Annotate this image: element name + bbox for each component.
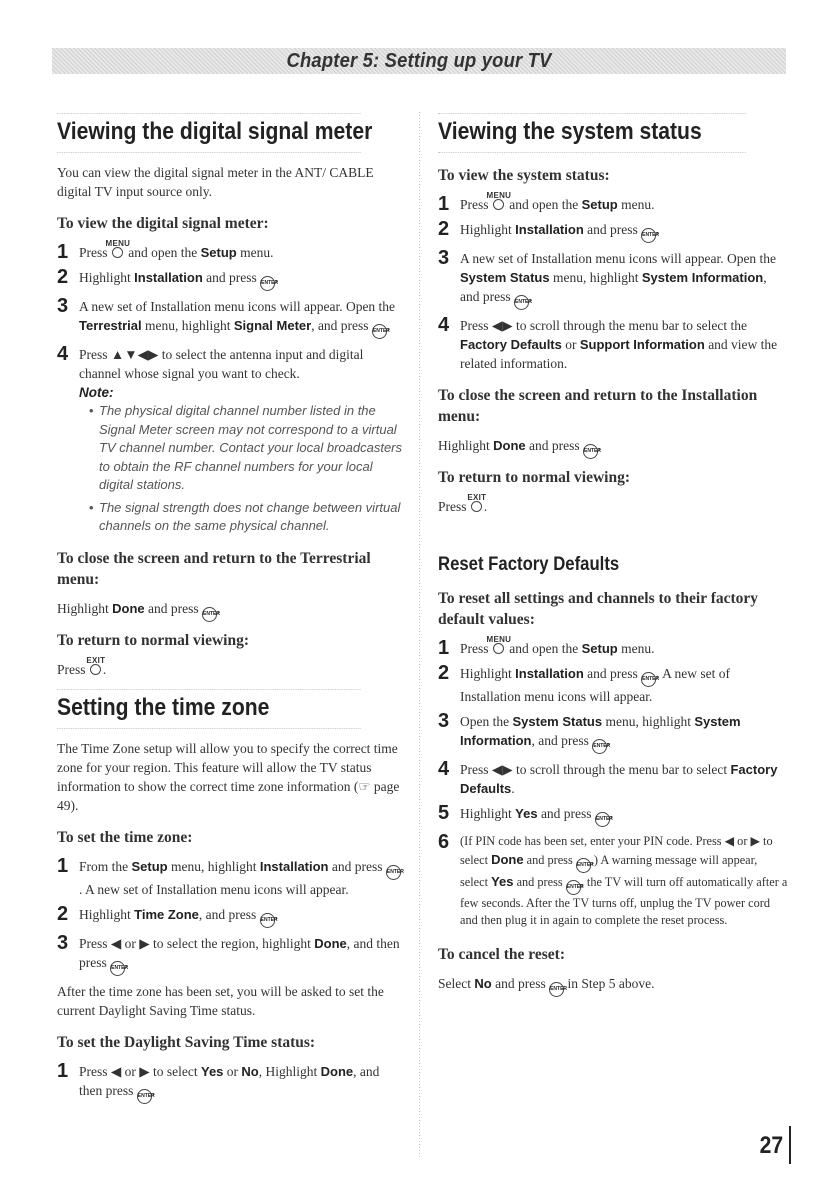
enter-button-icon: ENTER [260,276,275,291]
step-number: 3 [57,931,69,954]
step-text: Open the System Status menu, highlight System Information, and press ENTER. [460,712,788,754]
enter-button-icon: ENTER [576,858,591,873]
timezone-steps [57,854,404,976]
step-number: 6 [438,831,450,853]
enter-button-icon: ENTER [372,324,387,339]
menu-item-name: Setup [581,641,618,656]
meter-view-heading: To view the digital signal meter: [57,215,269,232]
menu-item-name: Done [112,600,145,616]
step-number: 1 [438,193,450,215]
step-text: Press MENU and open the Setup menu. [460,191,655,212]
step-item [57,854,404,899]
menu-item-name: Yes [201,1063,224,1079]
step-item [438,712,788,754]
step-item [438,664,788,706]
step-number: 4 [57,343,69,365]
menu-item-name: Setup [581,197,618,212]
step-text: Highlight Installation and press ENTER. A new set of Installation menu icons will appear. [460,666,731,704]
timezone-section-title: Setting the time zone [57,689,361,729]
step-item [438,191,788,215]
exit-button-icon: EXIT [89,660,103,679]
meter-intro: You can view the digital signal meter in the ANT/ CABLE digital TV input source only. [57,165,374,199]
menu-item-name: Terrestrial [79,318,142,333]
step-item [57,268,402,291]
menu-button-icon: MENU [492,195,506,214]
menu-item-name: Setup [131,858,168,874]
step-text: Press ◀ or ▶ to select Yes or No, Highlight Done, and then press ENTER. [79,1062,402,1104]
status-close-heading: To close the screen and return to the Installation menu: [438,387,758,425]
enter-button-icon: ENTER [137,1089,152,1104]
cancel-text: Select No and press ENTER in Step 5 above. [438,974,788,997]
dst-heading: To set the Daylight Saving Time status: [57,1033,316,1051]
menu-item-name: Installation [515,222,584,237]
step-item [438,220,788,243]
status-view-heading: To view the system status: [438,167,610,184]
enter-button-icon: ENTER [641,228,656,243]
step-item [57,931,402,976]
enter-button-icon: ENTER [566,880,581,895]
chapter-banner [52,48,786,74]
reset-section-title: Reset Factory Defaults [438,554,620,575]
menu-button-icon: MENU [111,243,125,262]
status-return-text: Press EXIT . [438,493,488,514]
step-text: Highlight Installation and press ENTER. [79,268,279,291]
step-item [57,345,402,383]
chapter-title: Chapter 5: Setting up your TV [286,49,552,72]
step-text: Press ◀ or ▶ to select the region, highlight Done, and then press ENTER. [79,934,402,976]
cancel-heading: To cancel the reset: [438,945,565,963]
enter-button-icon: ENTER [386,865,401,880]
menu-item-name: Signal Meter [233,318,312,333]
step-text: A new set of Installation menu icons will appear. Open the Terrestrial menu, highlight Signal Meter, and press ENTER. [79,297,402,339]
left-column [57,113,402,1104]
menu-item-name: Installation [515,666,584,681]
menu-item-name: Setup [200,245,237,260]
menu-item-name: Done [314,935,347,951]
menu-item-name: Done [493,438,526,453]
step-number: 2 [438,662,450,684]
enter-button-icon: ENTER [583,444,598,459]
step-item [438,804,788,827]
step-text: (If PIN code has been set, enter your PIN code. Press ◀ or ▶ to select Done and press ENTER.) A warning message will appear, select Yes and press ENTER, the TV will turn off automatically after a few seconds. After the TV turns off, unplug the TV power cord and then plug it in again to complete the reset process. [460,834,788,927]
menu-item-name: System Information [641,270,764,285]
note-list [79,402,402,536]
step-text: Press MENU and open the Setup menu. [79,239,274,260]
status-section-title: Viewing the system status [438,113,746,153]
menu-item-name: System Status [460,270,550,285]
page-number-rule [789,1126,791,1164]
step-text: Highlight Installation and press ENTER. [460,220,660,243]
step-text: Press ◀▶ to scroll through the menu bar to select the Factory Defaults or Support Information and view the related information. [460,318,778,371]
step-number: 2 [57,902,69,925]
step-number: 3 [438,247,450,269]
menu-item-name: Yes [515,806,538,821]
step-item [438,760,788,798]
step-text: From the Setup menu, highlight Installation and press ENTER. A new set of Installation menu icons will appear. [79,858,404,897]
menu-item-name: Done [491,851,524,867]
step-text: Press MENU and open the Setup menu. [460,635,655,656]
step-number: 1 [57,854,69,877]
step-number: 4 [438,758,450,780]
status-close-text: Highlight Done and press ENTER. [438,436,788,459]
menu-item-name: Time Zone [134,906,199,922]
column-divider [419,112,420,1157]
step-item [57,239,402,263]
menu-item-name: Done [320,1063,354,1079]
reset-heading: To reset all settings and channels to their factory default values: [438,590,759,628]
meter-section-title: Viewing the digital signal meter [57,113,361,153]
step-item [57,297,402,339]
menu-item-name: Installation [134,270,203,285]
step-text: Highlight Yes and press ENTER. [460,804,613,827]
dst-steps [57,1059,402,1104]
step-item [57,902,402,928]
step-number: 4 [438,314,450,336]
menu-item-name: No [241,1063,259,1079]
status-return-heading: To return to normal viewing: [438,469,631,486]
note-item: • The physical digital channel number listed in the Signal Meter screen may not correspond to a virtual TV channel number. Contact your local broadcasters to obtain the RF channel numbers for your local digital stations. [89,402,402,495]
step-text: Highlight Time Zone, and press ENTER. [79,905,278,928]
enter-button-icon: ENTER [202,607,217,622]
step-number: 1 [438,637,450,659]
step-item [438,833,788,930]
note-title: Note: [79,385,114,400]
step-item [438,635,788,659]
enter-button-icon: ENTER [110,961,125,976]
step-text: Press ▲▼◀▶ to select the antenna input and digital channel whose signal you want to check. [79,347,364,381]
enter-button-icon: ENTER [595,812,610,827]
meter-steps [57,239,402,383]
step-number: 2 [57,266,69,288]
menu-button-icon: MENU [492,639,506,658]
reset-steps [438,635,788,930]
timezone-intro: The Time Zone setup will allow you to specify the correct time zone for your region. This feature will allow the TV status information to show the correct time zone information (☞ page 49). [57,740,400,813]
right-column [438,113,788,997]
meter-close-text: Highlight Done and press ENTER. [57,599,402,622]
enter-button-icon: ENTER [592,739,607,754]
menu-item-name: Factory Defaults [460,762,778,796]
enter-button-icon: ENTER [549,982,564,997]
meter-close-heading: To close the screen and return to the Terrestrial menu: [57,549,371,588]
step-item [438,249,788,310]
step-number: 3 [438,710,450,732]
menu-item-name: System Information [460,714,741,748]
step-text: A new set of Installation menu icons will appear. Open the System Status menu, highlight System Information, and press ENTER. [460,249,788,310]
step-number: 2 [438,218,450,240]
step-text: Press ◀▶ to scroll through the menu bar to select Factory Defaults. [460,762,778,796]
timezone-after-text: After the time zone has been set, you will be asked to set the current Daylight Saving Time status. [57,983,384,1018]
timezone-set-heading: To set the time zone: [57,828,193,846]
menu-item-name: Yes [491,873,514,889]
menu-item-name: Factory Defaults [460,337,562,352]
meter-return-text: Press EXIT . [57,655,107,677]
status-steps [438,191,788,373]
enter-button-icon: ENTER [641,672,656,687]
step-number: 1 [57,241,69,263]
step-item [438,316,788,373]
step-number: 5 [438,802,450,824]
step-number: 3 [57,295,69,317]
step-number: 1 [57,1059,69,1082]
meter-return-heading: To return to normal viewing: [57,631,250,649]
enter-button-icon: ENTER [514,295,529,310]
exit-button-icon: EXIT [470,497,484,516]
page-number: 27 [759,1132,784,1159]
note-item: • The signal strength does not change between virtual channels on the same physical channel. [89,499,402,536]
menu-item-name: No [474,975,492,991]
enter-button-icon: ENTER [260,913,275,928]
step-item [57,1059,402,1104]
menu-item-name: Installation [259,858,329,874]
menu-item-name: System Status [512,714,603,729]
menu-item-name: Support Information [579,337,705,352]
